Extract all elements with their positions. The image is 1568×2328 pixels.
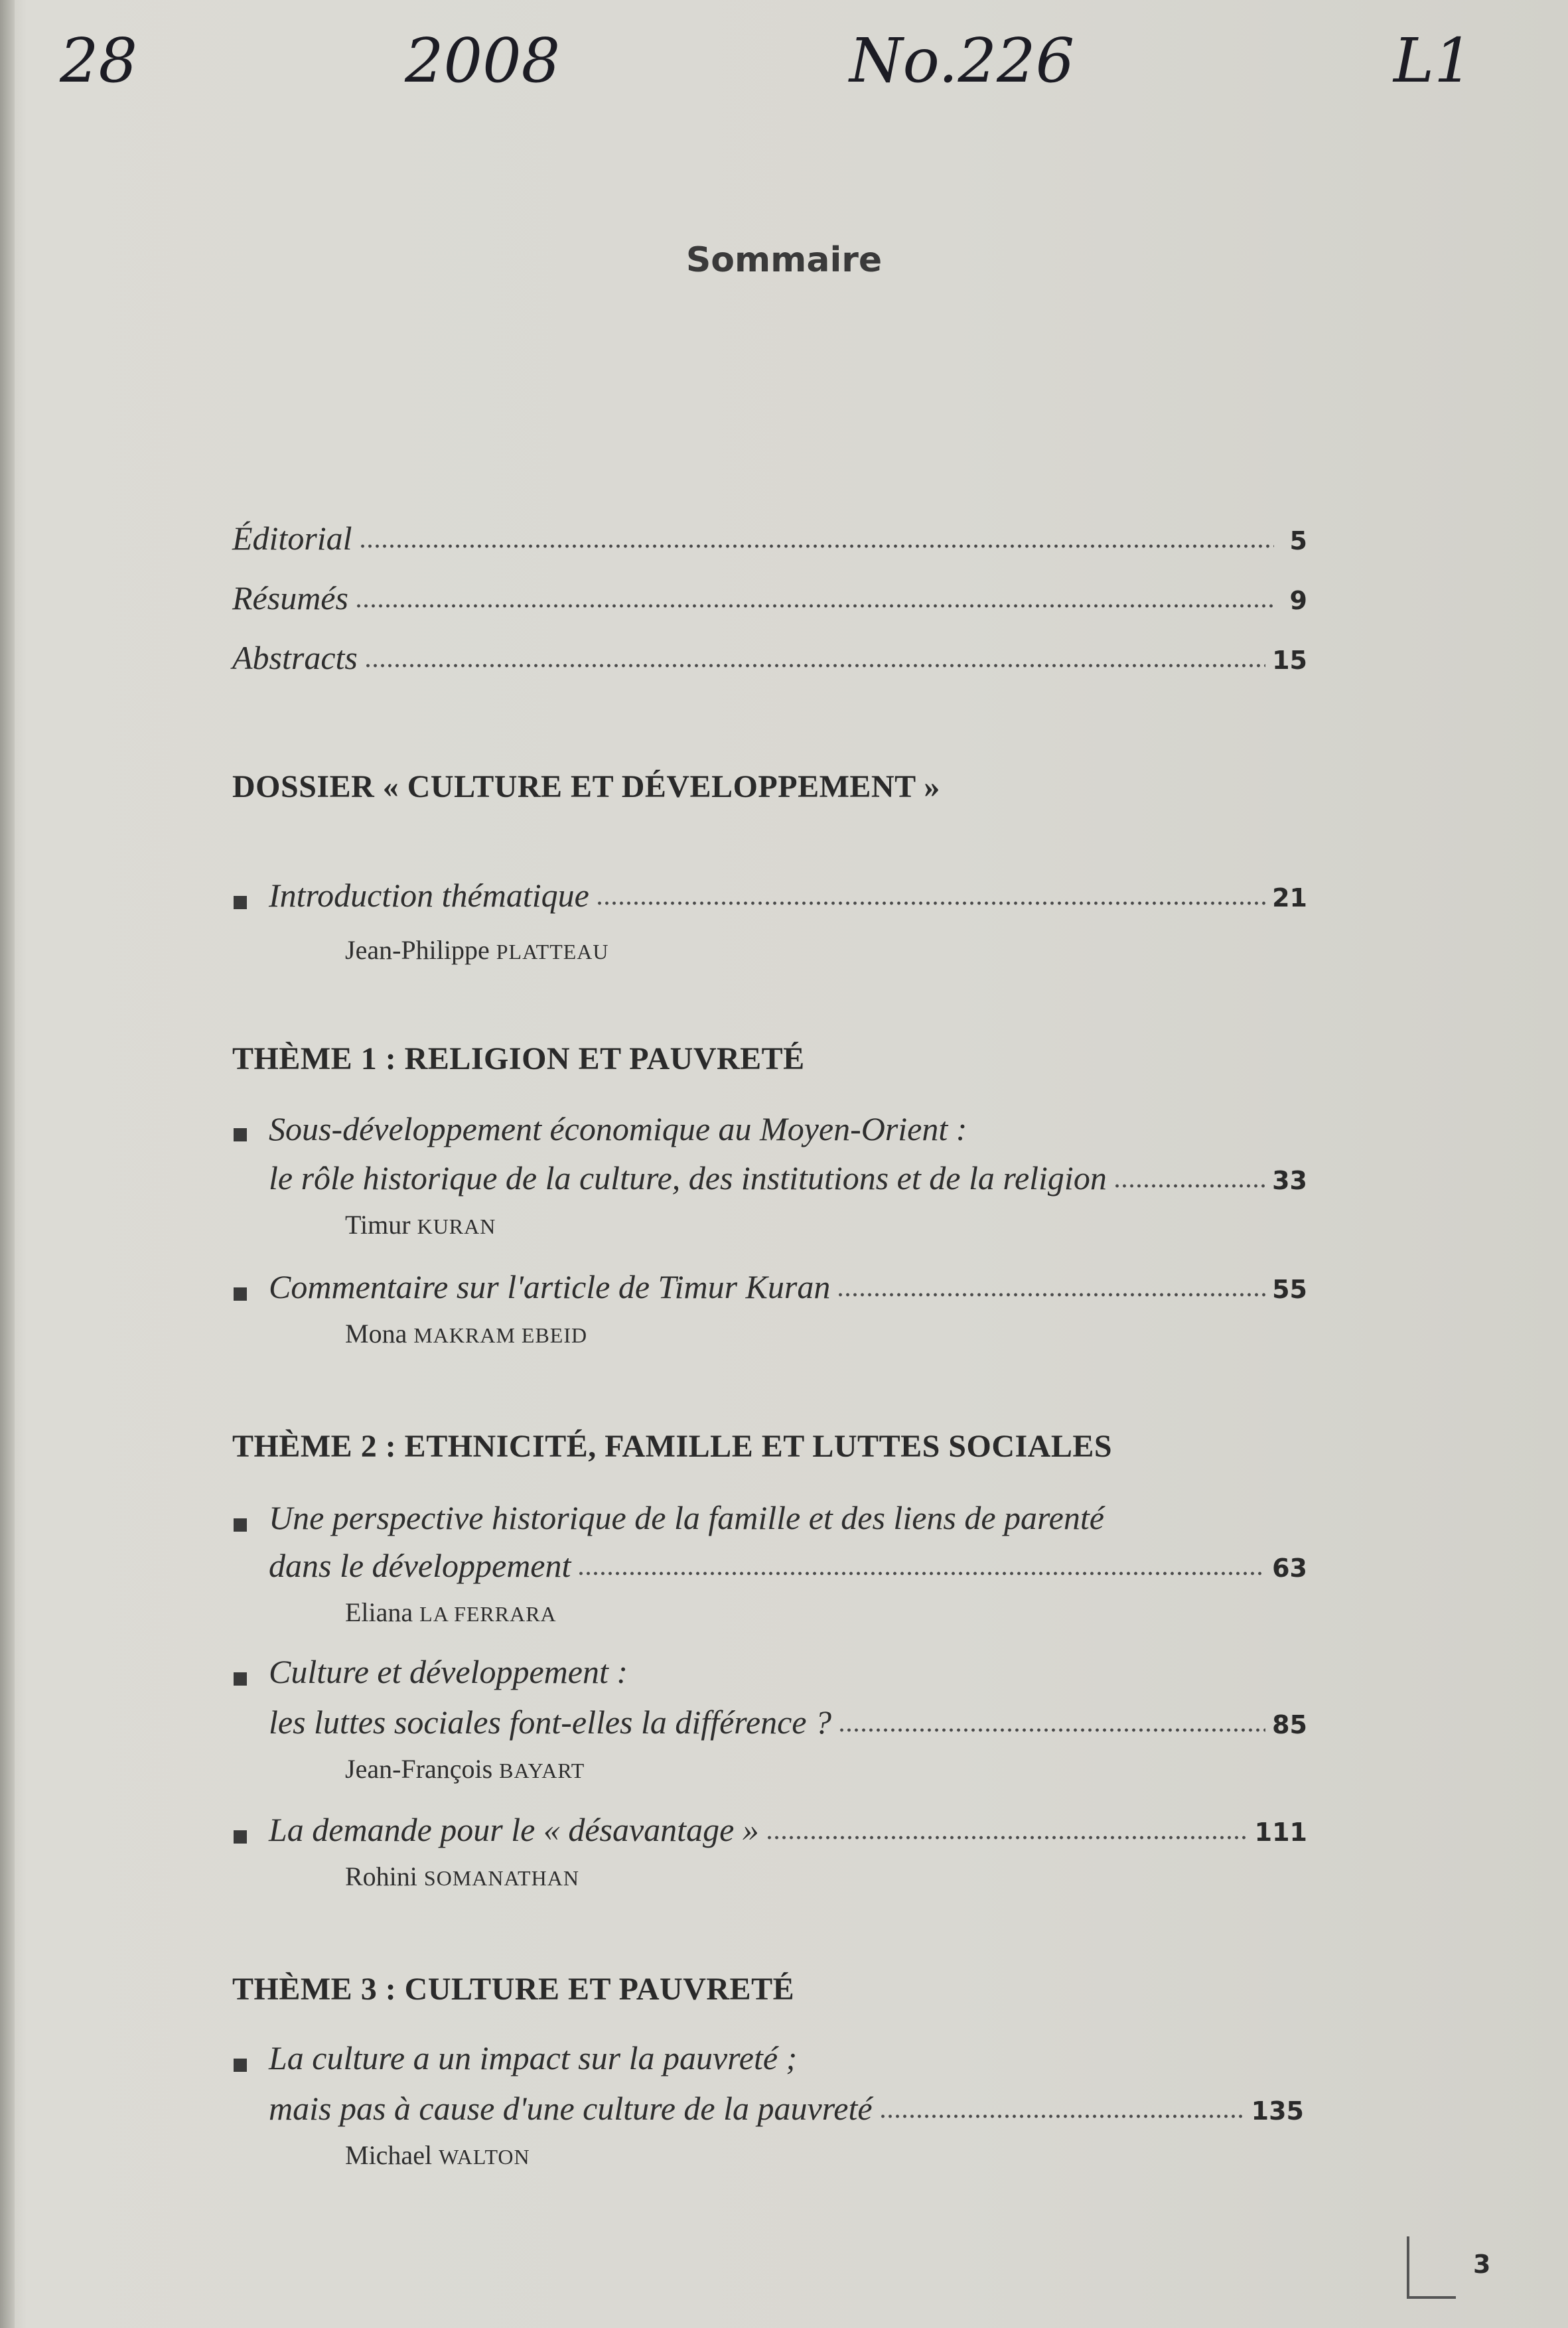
toc-entry (269, 1810, 1307, 1857)
toc-label: Abstracts (232, 639, 358, 676)
section-heading: THÈME 3 : CULTURE ET PAUVRETÉ (232, 1972, 795, 2007)
bullet-icon (234, 1830, 247, 1844)
toc-label: Résumés (232, 579, 348, 617)
toc-title: Introduction thématique (269, 877, 589, 914)
toc-page: 9 (1289, 586, 1307, 615)
toc-label: Éditorial (232, 520, 352, 557)
toc-page: 111 (1254, 1818, 1307, 1847)
bullet-icon (234, 2059, 247, 2072)
author: Rohini SOMANATHAN (345, 1861, 579, 1891)
toc-entry (232, 638, 1307, 685)
toc-title-line: Une perspective historique de la famille et des liens de parenté (269, 1499, 1104, 1536)
bullet-icon (234, 1672, 247, 1686)
bullet-icon (234, 1518, 247, 1532)
author: Jean-Philippe PLATTEAU (345, 935, 609, 965)
handwritten-annotation: L1 (1393, 25, 1473, 96)
page-corner-mark (1407, 2236, 1456, 2299)
leader-dots (837, 1291, 1265, 1298)
toc-page: 55 (1272, 1275, 1307, 1304)
toc-page: 85 (1272, 1710, 1307, 1739)
toc-page: 33 (1272, 1166, 1307, 1195)
toc-title-line: dans le développement (269, 1547, 571, 1584)
leader-dots (577, 1570, 1265, 1577)
handwritten-annotation: 28 (60, 25, 138, 96)
section-heading: DOSSIER « CULTURE ET DÉVELOPPEMENT » (232, 769, 940, 804)
toc-title-line: La culture a un impact sur la pauvreté ; (269, 2039, 798, 2076)
toc-title-line: Sous-développement économique au Moyen-Orient : (269, 1110, 967, 1147)
section-heading: THÈME 1 : RELIGION ET PAUVRETÉ (232, 1041, 805, 1076)
toc-page: 5 (1289, 526, 1307, 555)
leader-dots (364, 662, 1265, 669)
toc-entry (232, 519, 1307, 565)
toc-entry (269, 1546, 1307, 1593)
toc-entry (269, 876, 1307, 922)
section-heading: THÈME 2 : ETHNICITÉ, FAMILLE ET LUTTES SOCIALES (232, 1429, 1113, 1464)
toc-page: 21 (1272, 883, 1307, 912)
binding-edge (0, 0, 15, 2328)
author: Eliana LA FERRARA (345, 1597, 557, 1627)
bullet-icon (234, 1128, 247, 1141)
toc-page: 15 (1272, 646, 1307, 675)
page-number: 3 (1473, 2250, 1491, 2279)
toc-title-line: mais pas à cause d'une culture de la pauvreté (269, 2090, 873, 2127)
toc-entry (269, 1703, 1307, 1749)
leader-dots (596, 900, 1265, 907)
leader-dots (838, 1727, 1265, 1733)
toc-title: La demande pour le « désavantage » (269, 1811, 759, 1848)
leader-dots (1113, 1183, 1265, 1189)
toc-title-line: le rôle historique de la culture, des institutions et de la religion (269, 1159, 1107, 1197)
handwritten-annotation: No.226 (849, 25, 1075, 96)
toc-page: 63 (1272, 1554, 1307, 1583)
toc-title-line: les luttes sociales font-elles la différence ? (269, 1704, 831, 1741)
toc-title: Commentaire sur l'article de Timur Kuran (269, 1268, 831, 1305)
toc-entry (269, 2089, 1304, 2136)
author: Mona MAKRAM EBEID (345, 1319, 588, 1348)
author: Michael WALTON (345, 2140, 530, 2170)
leader-dots (359, 543, 1274, 549)
leader-dots (355, 603, 1274, 609)
toc-page: 135 (1251, 2096, 1304, 2126)
leader-dots (879, 2113, 1245, 2120)
leader-dots (766, 1834, 1248, 1841)
toc-title-line: Culture et développement : (269, 1653, 628, 1690)
bullet-icon (234, 896, 247, 909)
author: Timur KURAN (345, 1210, 496, 1240)
bullet-icon (234, 1287, 247, 1301)
toc-entry (269, 1268, 1307, 1314)
handwritten-annotation: 2008 (405, 25, 561, 96)
author: Jean-François BAYART (345, 1754, 585, 1784)
toc-entry (232, 579, 1307, 625)
page-title: Sommaire (685, 240, 883, 280)
toc-entry (269, 1159, 1307, 1205)
